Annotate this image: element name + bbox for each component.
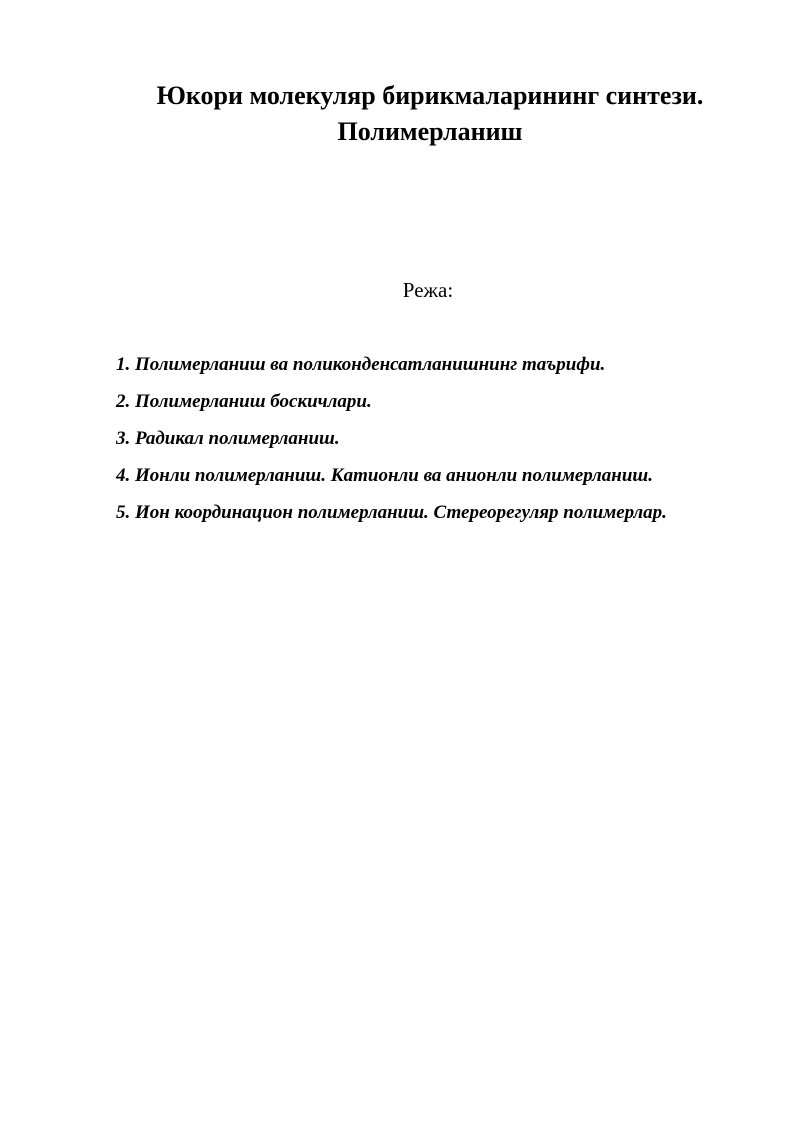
plan-item-4: 4. Ионли полимерланиш. Катионли ва анионли полимерланиш. xyxy=(116,465,653,486)
plan-heading: Режа: xyxy=(402,278,454,302)
plan-list xyxy=(116,346,667,531)
plan-item-1: 1. Полимерланиш ва поликонденсатланишнинг таърифи. xyxy=(116,354,606,375)
plan-item-3: 3. Радикал полимерланиш. xyxy=(116,428,340,449)
title-line-1: Юкори молекуляр бирикмаларининг синтези. xyxy=(156,81,704,110)
title-line-2: Полимерланиш xyxy=(337,117,523,146)
plan-item-5: 5. Ион координацион полимерланиш. Стереорегуляр полимерлар. xyxy=(116,502,667,523)
document-title xyxy=(60,78,800,150)
plan-item-2: 2. Полимерланиш боскичлари. xyxy=(116,391,372,412)
